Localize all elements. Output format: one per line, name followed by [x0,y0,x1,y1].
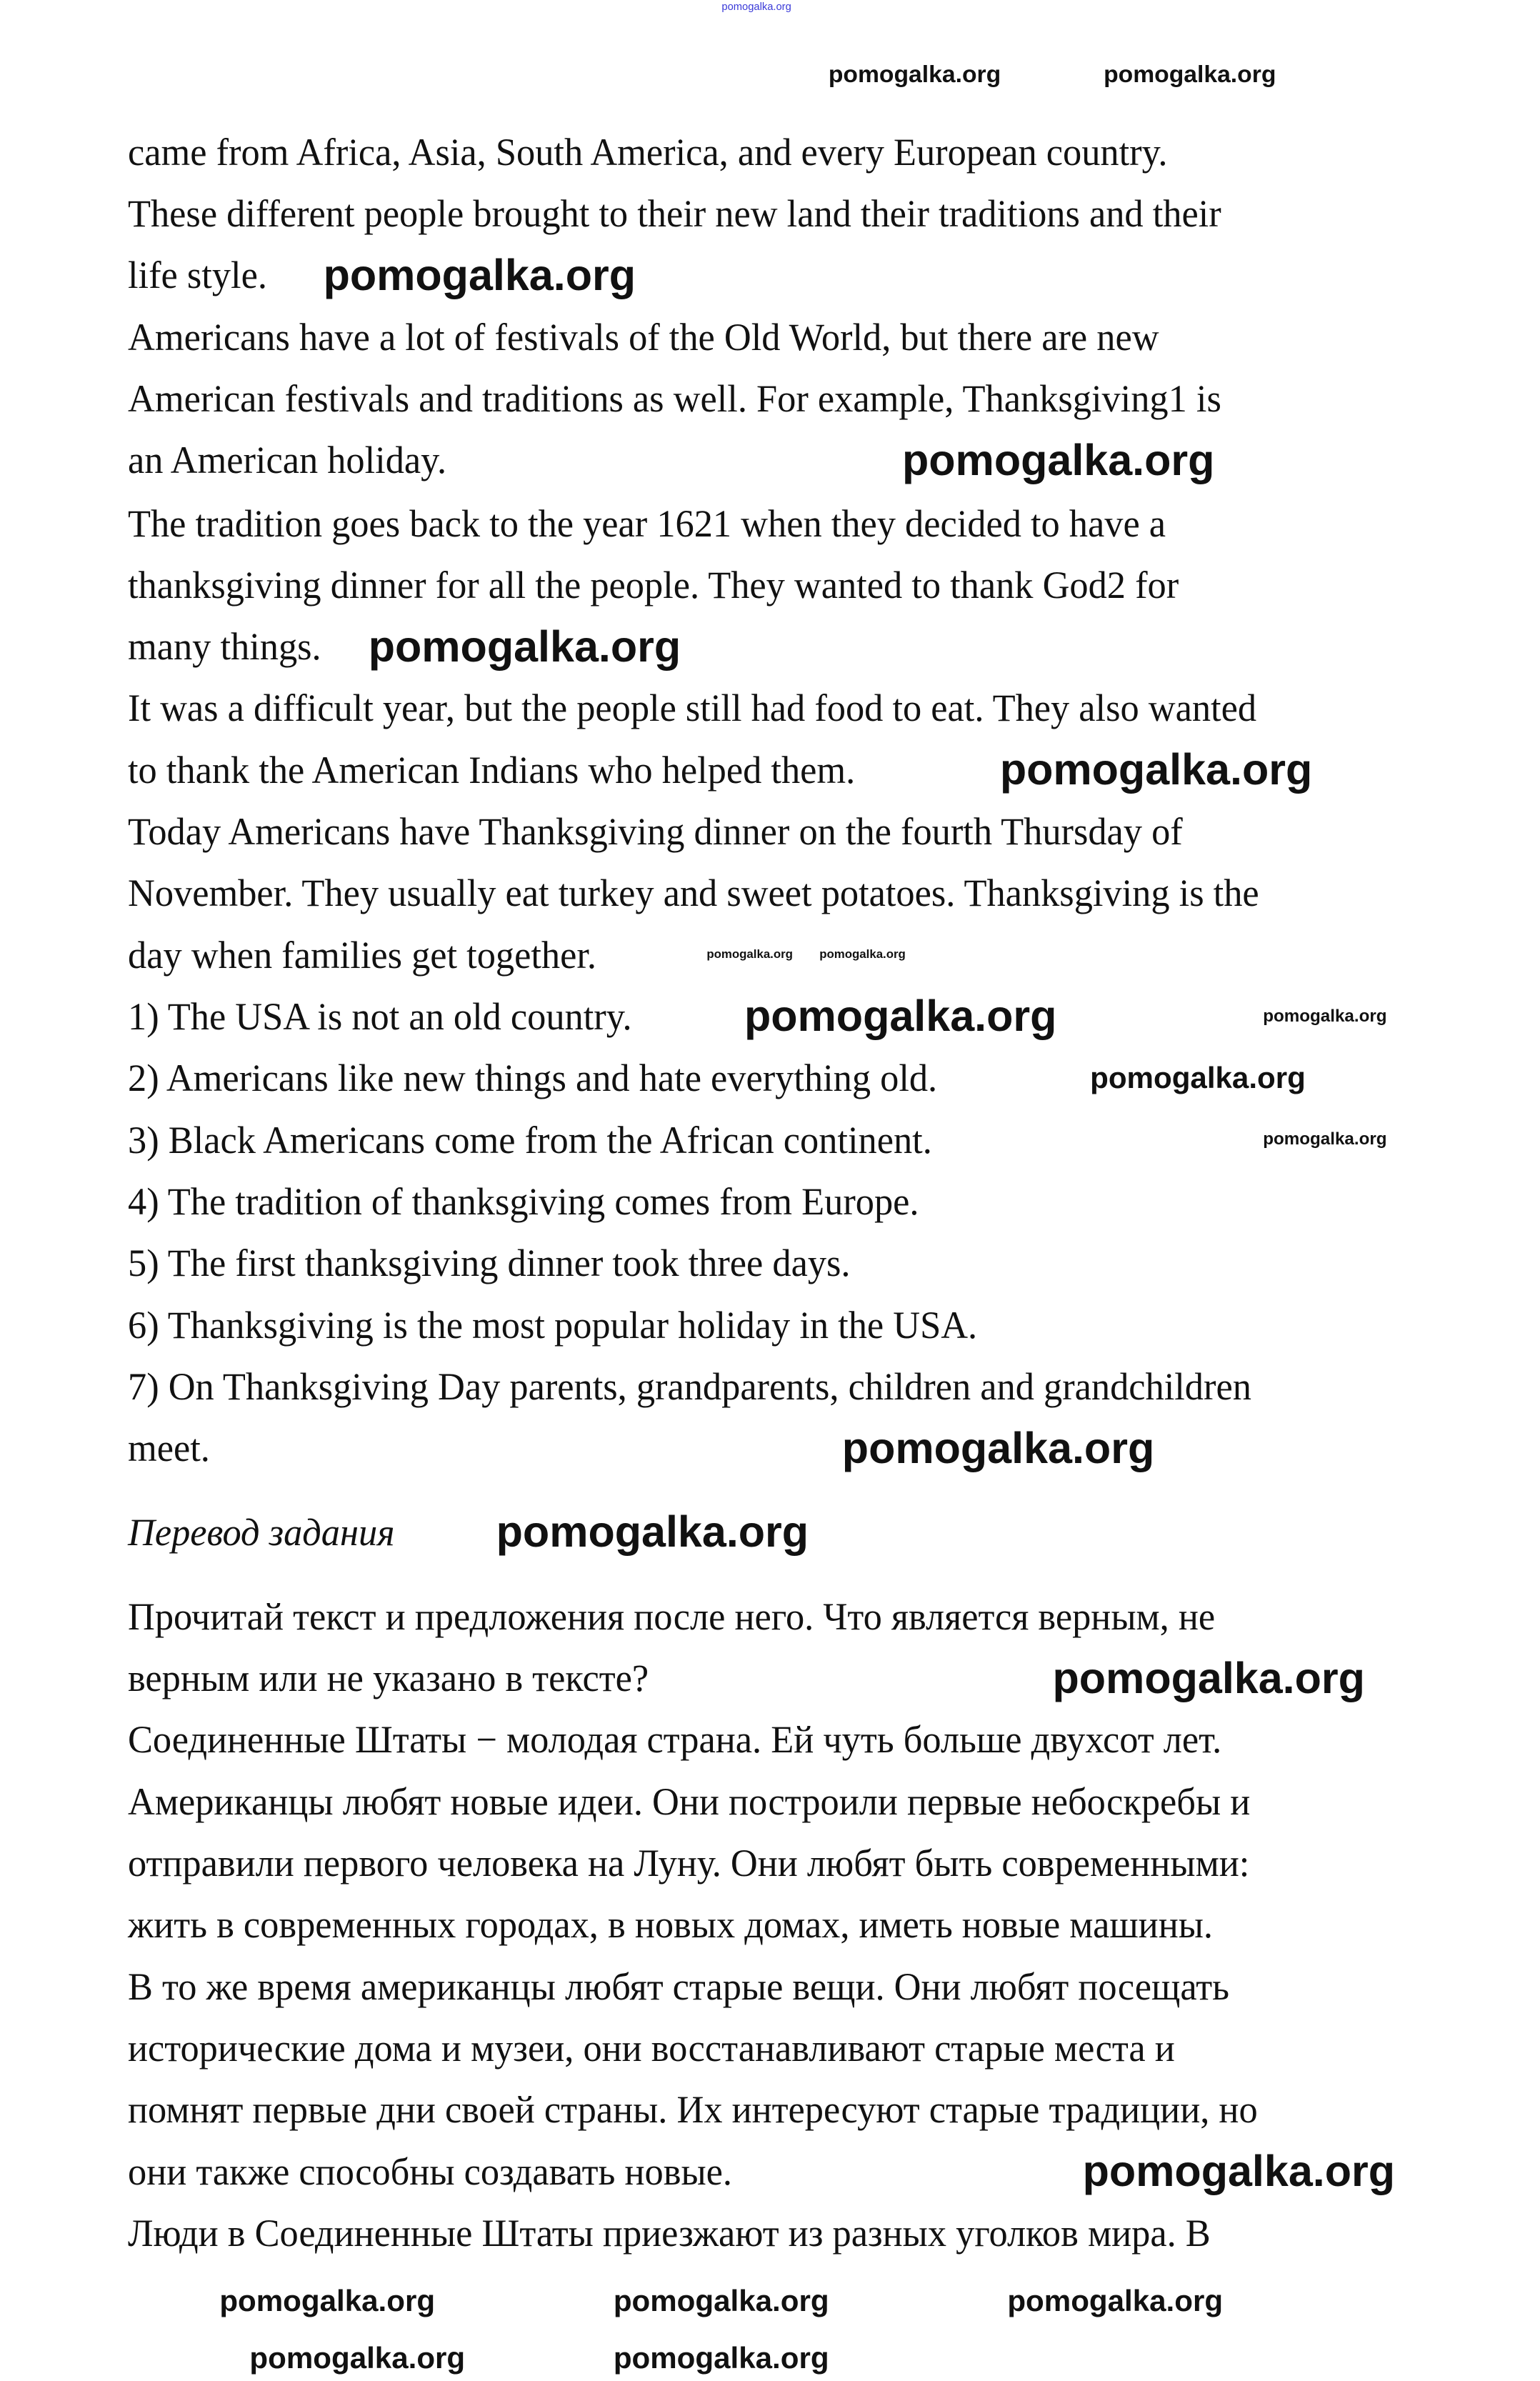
text-line: many things. [128,625,321,669]
statement-item: 1) The USA is not an old country. [128,994,632,1038]
text-line: November. They usually eat turkey and sweet potatoes. Thanksgiving is the [128,872,1259,915]
watermark: pomogalka.org [706,947,793,962]
text-line: thanksgiving dinner for all the people. They wanted to thank God2 for [128,563,1179,607]
text-line: Американцы любят новые идеи. Они построили первые небоскребы и [128,1779,1251,1823]
watermark: pomogalka.org [1052,1653,1365,1702]
text-line: Соединенные Штаты − молодая страна. Ей чуть больше двухсот лет. [128,1718,1222,1762]
statement-item: 4) The tradition of thanksgiving comes from Europe. [128,1179,919,1223]
text-line: верным или не указано в тексте? [128,1657,649,1700]
text-line: life style. [128,254,267,297]
text-line: day when families get together. [128,933,597,977]
watermark: pomogalka.org [249,2340,466,2375]
text-line: отправили первого человека на Луну. Они любят быть современными: [128,1842,1250,1885]
watermark: pomogalka.org [1263,1006,1387,1026]
statement-item: 5) The first thanksgiving dinner took three days. [128,1242,851,1285]
text-line: Прочитай текст и предложения после него. Что является верным, не [128,1594,1216,1638]
text-line: The tradition goes back to the year 1621 when they decided to have a [128,501,1166,545]
statement-item: 3) Black Americans come from the African continent. [128,1118,932,1162]
statement-item: 6) Thanksgiving is the most popular holiday in the USA. [128,1303,978,1347]
text-line: Today Americans have Thanksgiving dinner on the fourth Thursday of [128,810,1183,854]
watermark: pomogalka.org [613,2283,829,2317]
watermark: pomogalka.org [323,250,636,299]
watermark: pomogalka.org [1263,1129,1387,1149]
watermark: pomogalka.org [1007,2283,1224,2317]
text-line: an American holiday. [128,439,447,482]
text-line: Americans have a lot of festivals of the Old World, but there are new [128,315,1159,359]
text-line: came from Africa, Asia, South America, and every European country. [128,130,1168,174]
watermark: pomogalka.org [613,2340,829,2375]
watermark: pomogalka.org [721,1,791,14]
watermark: pomogalka.org [1104,61,1276,89]
text-line: American festivals and traditions as well. For example, Thanksgiving1 is [128,376,1221,420]
text-line: исторические дома и музеи, они восстанавливают старые места и [128,2027,1175,2070]
watermark: pomogalka.org [1090,1061,1306,1095]
watermark: pomogalka.org [841,1423,1155,1472]
watermark: pomogalka.org [999,745,1313,794]
watermark: pomogalka.org [219,2283,436,2317]
text-line: meet. [128,1427,210,1470]
text-line: These different people brought to their new land their traditions and their [128,191,1221,235]
text-line: It was a difficult year, but the people still had food to eat. They also wanted [128,687,1257,730]
text-line: они также способны создавать новые. [128,2150,732,2193]
text-line: В то же время американцы любят старые вещи. Они любят посещать [128,1965,1230,2008]
text-line: помнят первые дни своей страны. Их интересуют старые традиции, но [128,2088,1258,2132]
watermark: pomogalka.org [496,1507,809,1557]
watermark: pomogalka.org [819,947,906,962]
statement-item: 2) Americans like new things and hate everything old. [128,1057,938,1100]
watermark: pomogalka.org [1082,2147,1396,2196]
statement-item: 7) On Thanksgiving Day parents, grandparents, children and grandchildren [128,1364,1251,1408]
section-heading: Перевод задания [128,1510,395,1554]
text-line: to thank the American Indians who helped them. [128,748,856,792]
watermark: pomogalka.org [828,61,1001,89]
watermark: pomogalka.org [744,992,1057,1041]
watermark: pomogalka.org [368,622,681,671]
text-line: жить в современных городах, в новых домах, иметь новые машины. [128,1903,1214,1947]
watermark: pomogalka.org [902,435,1215,484]
text-line: Люди в Соединенные Штаты приезжают из разных уголков мира. В [128,2211,1211,2255]
